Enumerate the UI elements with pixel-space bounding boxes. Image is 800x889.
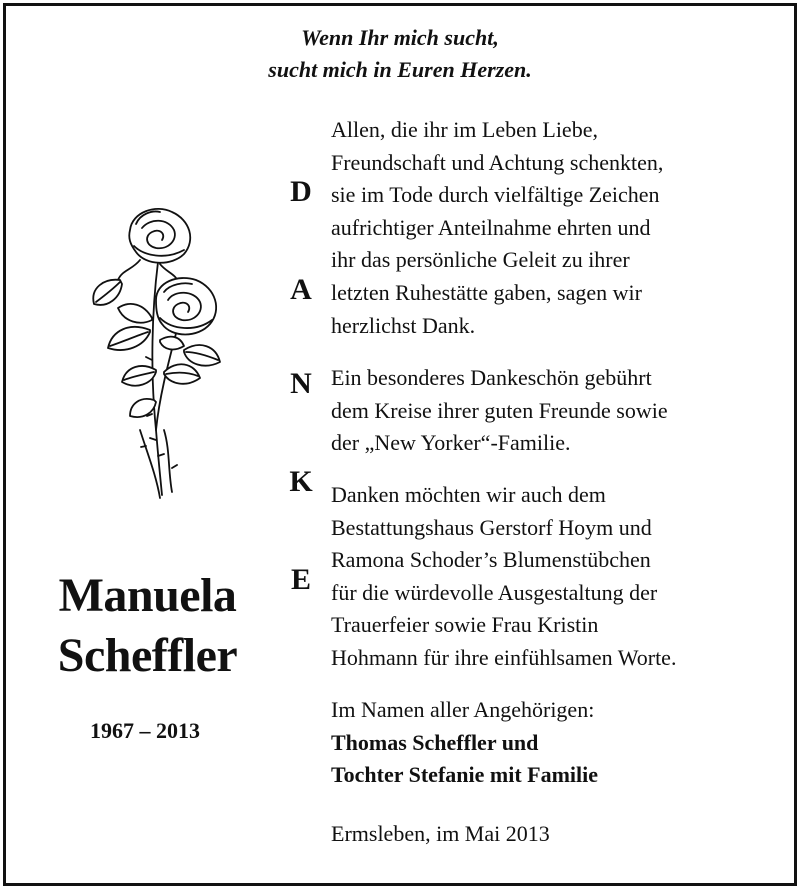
text-line: herzlichst Dank. xyxy=(331,312,476,338)
text-line: für die würdevolle Ausgestaltung der xyxy=(331,579,658,605)
place-date-text: Ermsleben, im Mai 2013 xyxy=(331,821,550,846)
text-line: letzten Ruhestätte gaben, sagen wir xyxy=(331,279,642,305)
motto xyxy=(0,22,800,86)
text-line: der „New Yorker“-Familie. xyxy=(331,430,571,456)
dank-letter: E xyxy=(290,563,311,596)
text-line: Ein besonderes Dankeschön gebührt xyxy=(331,365,652,390)
deceased-name xyxy=(30,566,265,686)
place-date xyxy=(331,818,791,851)
text-line: Ramona Schoder’s Blumenstübchen xyxy=(331,547,651,573)
text-line: ihr das persönliche Geleit zu ihrer xyxy=(331,247,630,273)
dank-letter: K xyxy=(289,465,313,498)
thanks-paragraph-3 xyxy=(331,479,791,675)
signature-name: Tochter Stefanie mit Familie xyxy=(331,762,599,788)
signature-block xyxy=(331,694,791,792)
dank-letter: D xyxy=(290,175,312,208)
text-line: dem Kreise ihrer guten Freunde sowie xyxy=(331,397,668,423)
text-line: sie im Tode durch vielfältige Zeichen xyxy=(331,182,660,208)
text-line: Danken möchten wir auch dem xyxy=(331,482,606,507)
text-line: aufrichtiger Anteilnahme ehrten und xyxy=(331,214,651,240)
last-name: Scheffler xyxy=(57,629,238,682)
signature-name: Thomas Scheffler und xyxy=(331,729,539,755)
text-line: Trauerfeier sowie Frau Kristin xyxy=(331,612,599,638)
first-name: Manuela xyxy=(58,569,237,622)
thanks-paragraph-1 xyxy=(331,114,791,342)
dank-letter: N xyxy=(290,367,312,400)
life-years: 1967 – 2013 xyxy=(90,718,200,743)
dank-letter: A xyxy=(290,273,312,306)
signature-intro: Im Namen aller Angehörigen: xyxy=(331,697,595,722)
text-line: Hohmann für ihre einfühlsamen Worte. xyxy=(331,644,677,670)
motto-line: Wenn Ihr mich sucht, xyxy=(301,25,499,50)
text-line: Bestattungshaus Gerstorf Hoym und xyxy=(331,514,652,540)
rose-icon xyxy=(60,200,230,500)
text-line: Freundschaft und Achtung schenkten, xyxy=(331,149,664,175)
thanks-paragraph-2 xyxy=(331,362,791,460)
motto-line: sucht mich in Euren Herzen. xyxy=(268,57,532,82)
text-line: Allen, die ihr im Leben Liebe, xyxy=(331,117,598,142)
